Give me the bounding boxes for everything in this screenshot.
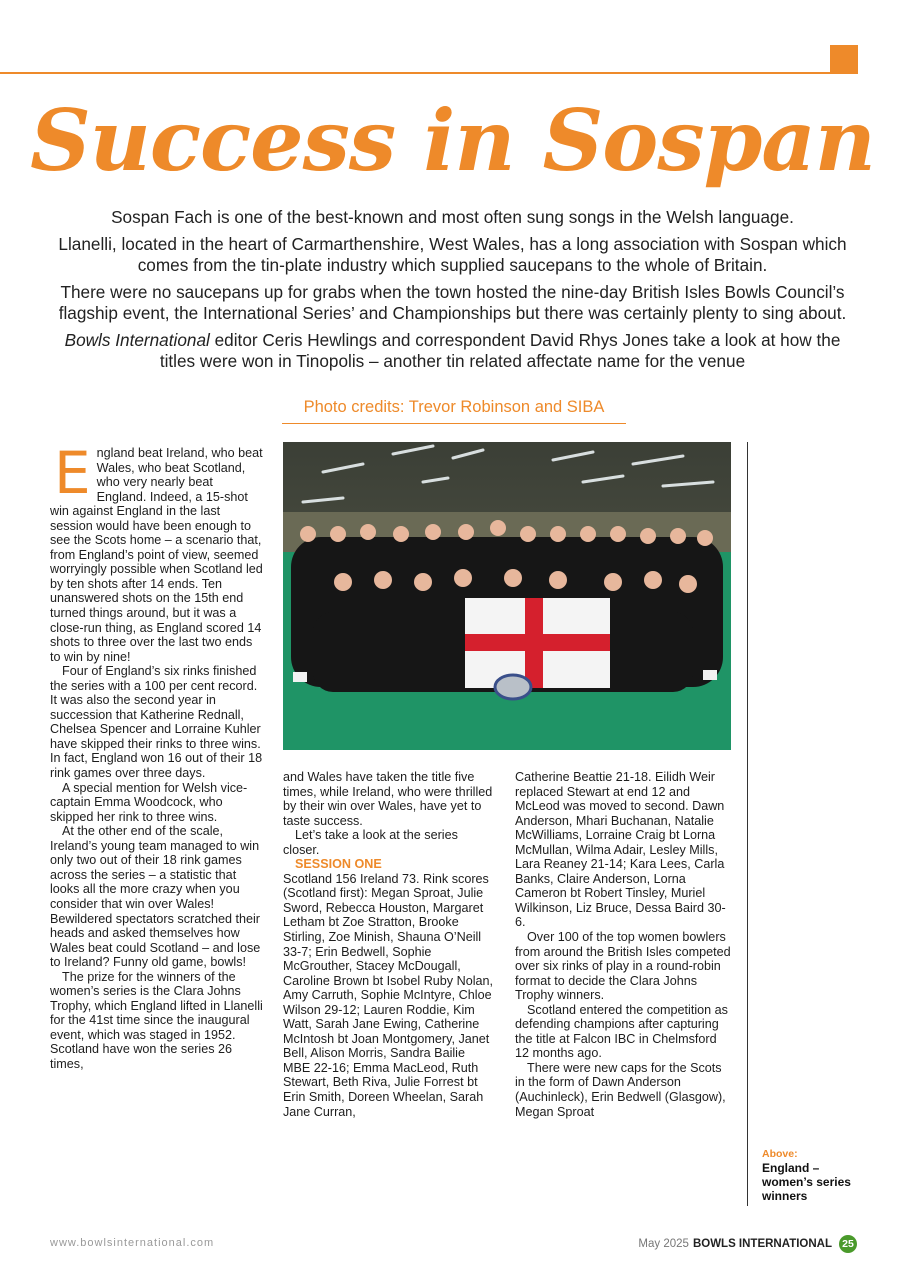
caption-divider [747,442,748,1206]
article-paragraph: At the other end of the scale, Ireland’s young team managed to win only two out of their 18 rink games across the series – a statistic that looks all the more crazy when you consider that win over Wales! Bewildered spectators scratched their heads and asked themselves how Wales beat could Scotland – and lose to Ireland? Funny old game, bowls! [50,824,261,970]
article-paragraph: Over 100 of the top women bowlers from around the British Isles competed over six rinks of play in a round-robin format to decide the Clara Johns Trophy winners. [515,930,731,1003]
page-number-badge: 25 [839,1235,857,1253]
article-column-3 [515,770,733,1119]
article-paragraph: Four of England’s six rinks finished the series with a 100 per cent record. It was also the second year in succession that Katherine Rednall, Chelsea Spencer and Lorraine Kuhler have skipped their rinks to three wins. In fact, England won 16 out of their 18 rink games over three days. [50,664,263,781]
drop-cap: E [54,439,91,507]
intro-paragraph: Sospan Fach is one of the best-known and most often sung songs in the Welsh language. [111,207,794,227]
top-rule [0,72,858,74]
article-paragraph: A special mention for Welsh vice-captain Emma Woodcock, who skipped her rink to three wins. [50,780,248,824]
article-column-1 [50,439,266,1072]
intro-standfirst [50,207,855,378]
article-paragraph: Scotland 156 Ireland 73. Rink scores (Scotland first): Megan Sproat, Julie Sword, Rebecca Houston, Margaret Letham bt Zoe Stratton, Brooke Stirling, Zoe Minish, Shauna O’Neill 33-7; Erin Bedwell, Sophie McGrouther, Stacey McDougall, Caroline Brown bt Isobel Ruby Nolan, Amy Carruth, Sophie McIntyre, Chloe Wilson 29-12; Lauren Roddie, Kim Watt, Sarah Jane Ewing, Catherine McIntosh bt Joan Montgomery, Janet Bell, Alison Morris, Sandra Bailie MBE 22-16; Emma MacLeod, Ruth Stewart, Beth Riva, Julie Forrest bt Erin Smith, Doreen Wheelan, Sarah Jane Curran, [283,871,494,1119]
photo-caption [762,1147,857,1203]
article-paragraph: Catherine Beattie 21-18. Eilidh Weir replaced Stewart at end 12 and McLeod was moved to second. Dawn Anderson, Mhari Buchanan, Natalie McWilliams, Lorraine Craig bt Lorna McMullan, Wilma Adair, Lesley Mills, Lara Reaney 21-14; Kara Lees, Carla Banks, Claire Anderson, Lorna Cameron bt Robert Tinsley, Muriel Wilkinson, Liz Bruce, Dessa Baird 30-6. [515,770,726,930]
article-paragraph: Let’s take a look at the series closer. [283,828,458,857]
publication-name: Bowls International [64,329,210,350]
corner-accent-square [830,45,858,73]
headline: Success in Sospan [30,91,875,190]
issue-date: May 2025 [638,1238,689,1250]
caption-text: England – women’s series winners [762,1161,851,1203]
intro-paragraph: There were no saucepans up for grabs when the town hosted the nine-day British Isles Bowls Council’s flagship event, the International Series’ and Championships but there was certainly plenty to sing about. [58,281,847,323]
article-paragraph: The prize for the winners of the women’s series is the Clara Johns Trophy, which England lifted in Llanelli for the 41st time since the inaugural event, which was staged in 1952. Scotland have won the series 26 times, [50,969,263,1071]
article-paragraph [50,439,266,664]
intro-paragraph: Llanelli, located in the heart of Carmarthenshire, West Wales, has a long association with Sospan which comes from the tin-plate industry which supplied saucepans to the whole of Britain. [58,233,847,275]
caption-label: Above: [762,1148,798,1160]
article-column-2 [283,770,495,1119]
intro-byline-text: editor Ceris Hewlings and correspondent David Rhys Jones take a look at how the titles were won in Tinopolis – another tin related affectate name for the venue [159,329,841,371]
team-photo-illustration [283,442,731,750]
photo-credits: Photo credits: Trevor Robinson and SIBA [282,398,626,424]
magazine-name: BOWLS INTERNATIONAL [692,1238,832,1250]
article-paragraph: Scotland entered the competition as defending champions after capturing the title at Falcon IBC in Chelmsford 12 months ago. [515,1002,728,1061]
section-heading: SESSION ONE [295,857,382,872]
article-paragraph: and Wales have taken the title five times, while Ireland, who were thrilled by their win over Wales, have yet to taste success. [283,770,493,828]
footer-folio [638,1235,857,1253]
article-paragraph: There were new caps for the Scots in the form of Dawn Anderson (Auchinleck), Erin Bedwell (Glasgow), Megan Sproat [515,1060,726,1119]
footer-url: www.bowlsinternational.com [50,1237,215,1249]
paragraph-text: ngland beat Ireland, who beat Wales, who beat Scotland, who very nearly beat England. Indeed, a 15-shot win against England in the last session would have been enough to see the Scots home – a scenario that, from England’s point of view, seemed worryingly possible when Scotland led by ten shots after 14 ends. Ten unanswered shots on the 15th end turned things around, but it was a close-run thing, as England scored 14 shots to three over the last two ends to win by nine! [50,446,263,664]
team-photo [283,442,731,750]
intro-paragraph [50,330,855,373]
